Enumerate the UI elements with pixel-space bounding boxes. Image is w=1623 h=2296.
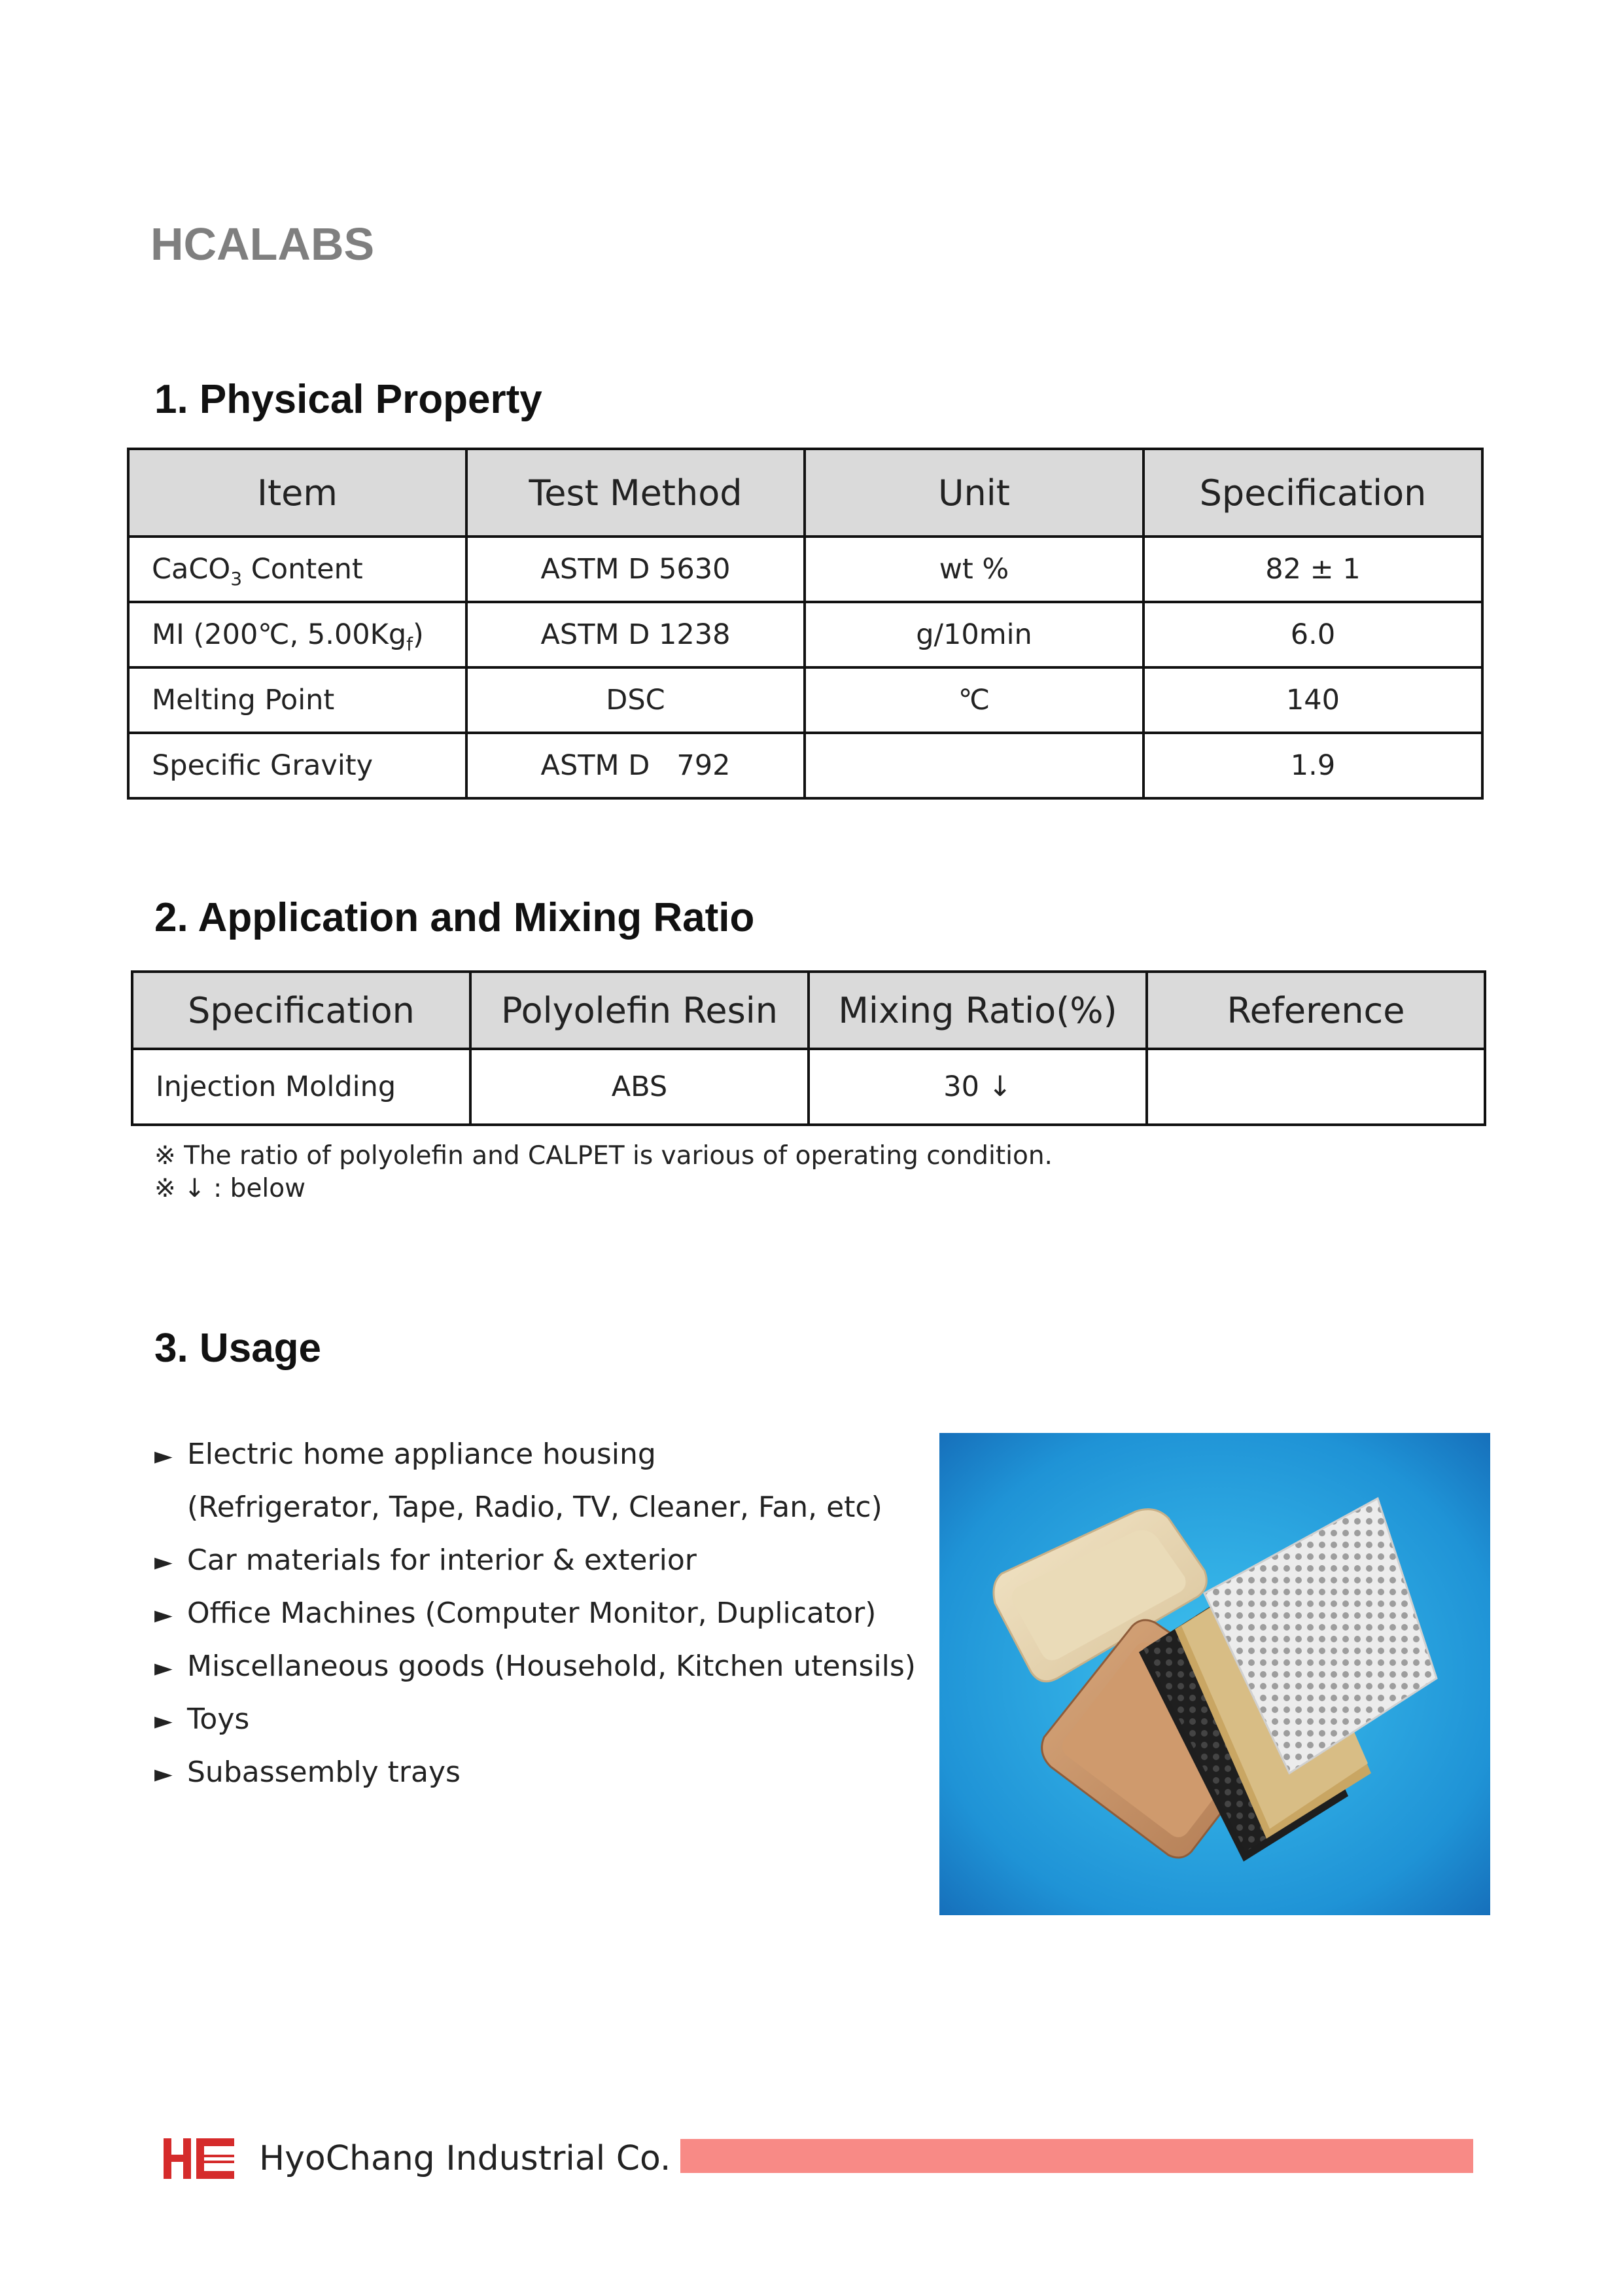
test-method-cell: ASTM D 5630 [466,537,805,602]
mixing-ratio-cell: 30 ↓ [809,1049,1147,1125]
unit-cell: wt % [805,537,1143,602]
item-cell: CaCO$_3$ Content [128,537,466,602]
specification-cell: 6.0 [1143,602,1482,667]
specification-cell: 1.9 [1143,733,1482,798]
table-row [128,667,1482,733]
specification-cell: 82 ± 1 [1143,537,1482,602]
column-header: Test Method [466,449,805,537]
test-method-cell: ASTM D 1238 [466,602,805,667]
unit-cell [805,733,1143,798]
section-heading-usage: 3. Usage [154,1326,322,1371]
arrow-bullet-icon: ► [154,1708,173,1735]
table-header-row [132,972,1485,1049]
application-table [131,970,1486,1126]
footer-accent-bar [680,2139,1473,2173]
section-heading-physical-property: 1. Physical Property [154,377,542,422]
table-row [132,1049,1485,1125]
section-heading-application: 2. Application and Mixing Ratio [154,895,755,940]
unit-cell: ℃ [805,667,1143,733]
physical-property-table [127,448,1484,800]
list-item: (Refrigerator, Tape, Radio, TV, Cleaner, Fan, etc) [187,1491,882,1524]
arrow-bullet-icon: ► [154,1549,173,1576]
table-header-row [128,449,1482,537]
reference-cell [1147,1049,1485,1125]
list-item: ► Subassembly trays [154,1754,916,1807]
column-header: Specification [132,972,470,1049]
list-item: ► Toys [154,1701,916,1754]
list-item: ► Office Machines (Computer Monitor, Duplicator) [154,1595,916,1648]
column-header: Unit [805,449,1143,537]
arrow-bullet-icon: ► [154,1761,173,1788]
company-name: HyoChang Industrial Co. [259,2139,671,2178]
list-item: ► Miscellaneous goods (Household, Kitchen utensils) [154,1648,916,1701]
usage-list [154,1436,916,1807]
document-title: HCALABS [150,219,375,270]
table-row [128,733,1482,798]
list-item: ► Electric home appliance housing [154,1436,916,1489]
column-header: Reference [1147,972,1485,1049]
unit-cell: g/10min [805,602,1143,667]
resin-cell: ABS [470,1049,809,1125]
item-cell: Specific Gravity [128,733,466,798]
column-header: Mixing Ratio(%) [809,972,1147,1049]
arrow-bullet-icon: ► [154,1602,173,1629]
column-header: Polyolefin Resin [470,972,809,1049]
note-below: ※ ↓ : below [154,1174,306,1203]
column-header: Item [128,449,466,537]
table-row [128,602,1482,667]
test-method-cell: ASTM D 792 [466,733,805,798]
item-cell: MI (200℃, $5.00Kg_f$) [128,602,466,667]
table-row [128,537,1482,602]
test-method-cell: DSC [466,667,805,733]
list-item: ► Car materials for interior & exterior [154,1542,916,1595]
arrow-bullet-icon: ► [154,1655,173,1682]
specification-cell: 140 [1143,667,1482,733]
arrow-bullet-icon: ► [154,1443,173,1470]
column-header: Specification [1143,449,1482,537]
note-ratio: ※ The ratio of polyolefin and CALPET is various of operating condition. [154,1141,1053,1171]
specification-cell: Injection Molding [132,1049,470,1125]
product-trays-photo [939,1433,1490,1915]
item-cell: Melting Point [128,667,466,733]
company-logo [164,2138,234,2179]
